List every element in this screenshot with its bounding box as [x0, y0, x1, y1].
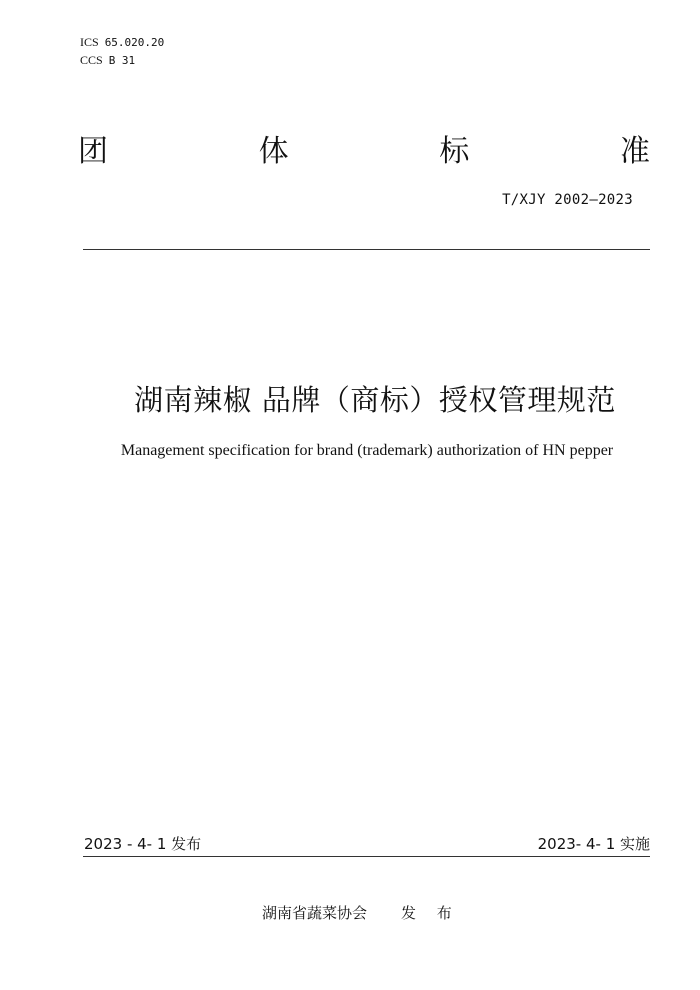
ccs-code-line — [80, 53, 135, 68]
header-divider — [83, 249, 650, 250]
ccs-code: B 31 — [108, 54, 136, 67]
standard-type-char: 准 — [619, 134, 650, 169]
standard-type-char: 团 — [78, 134, 108, 169]
issue-label: 发 布 — [401, 904, 460, 922]
standard-number: T/XJY 2002—2023 — [502, 192, 633, 208]
issuer-line — [262, 904, 460, 922]
issuer-name: 湖南省蔬菜协会 — [262, 904, 368, 922]
ics-code-line — [80, 35, 164, 50]
document-title-english: Management specification for brand (trademark) authorization of HN pepper — [120, 442, 614, 459]
ccs-label: CCS — [80, 53, 103, 67]
implement-date: 2023- 4- 1 实施 — [537, 835, 650, 853]
publish-date: 2023 - 4- 1 发布 — [84, 835, 202, 853]
ics-label: ICS — [80, 35, 99, 49]
standard-type-heading — [78, 134, 650, 170]
ics-code: 65.020.20 — [104, 36, 165, 49]
standard-type-char: 体 — [258, 134, 289, 169]
standard-type-char: 标 — [439, 134, 470, 169]
document-title-chinese: 湖南辣椒 品牌（商标）授权管理规范 — [134, 383, 616, 417]
footer-divider — [83, 856, 650, 857]
